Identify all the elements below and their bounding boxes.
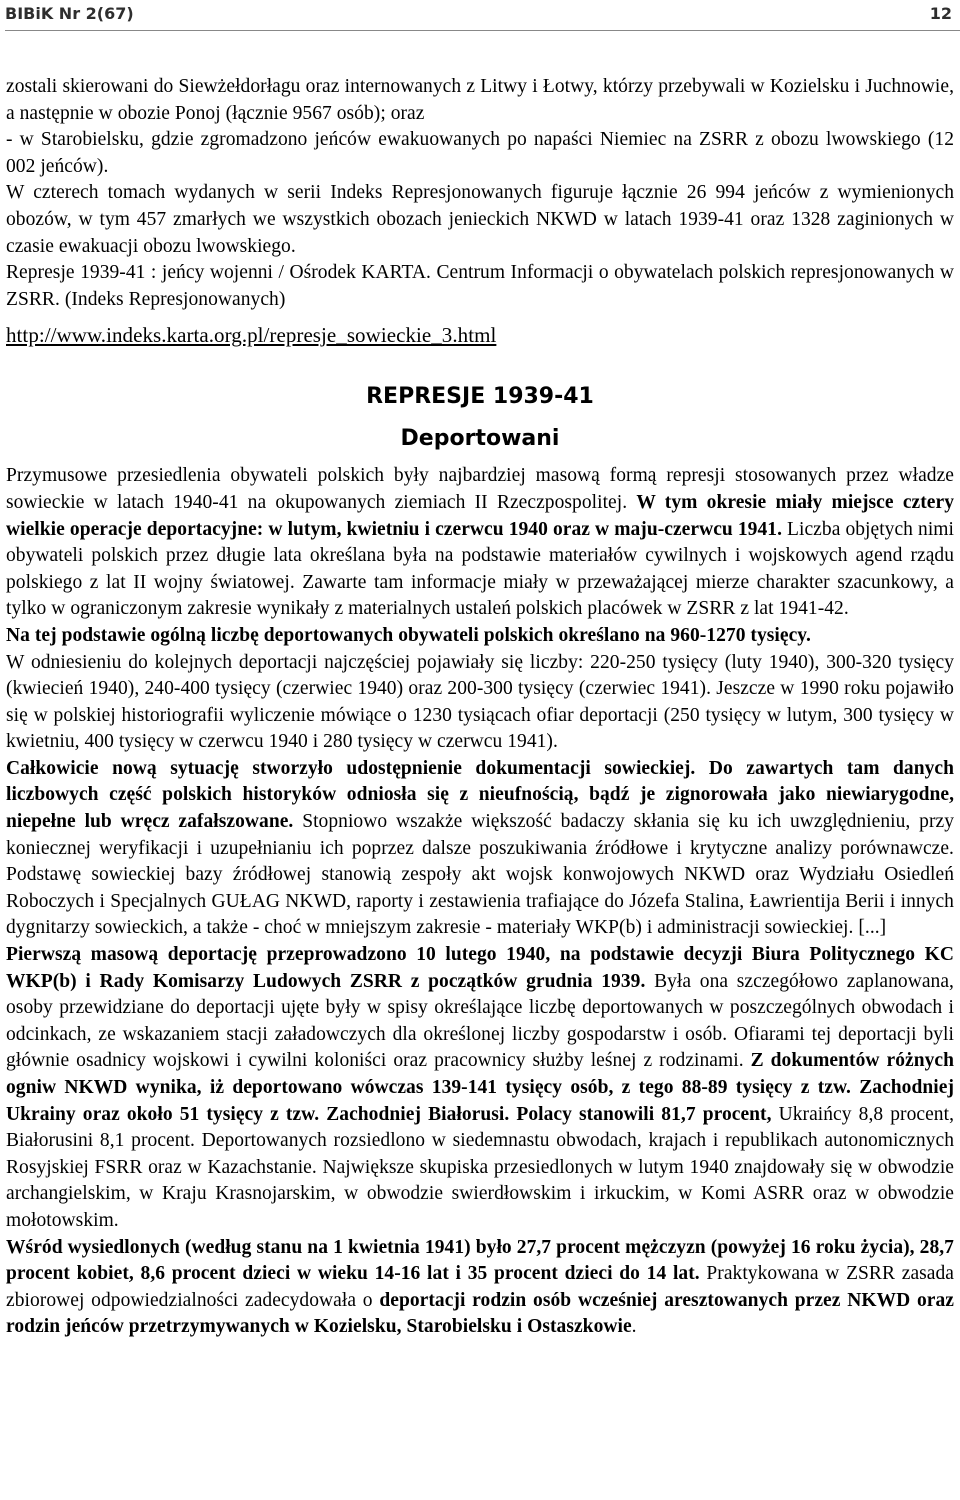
paragraph: W czterech tomach wydanych w serii Indeks Represjonowanych figuruje łącznie 26 994 jeńców z wymienionych obozów, w tym 457 zmarłych we wszystkich obozach jenieckich NKWD w latach 1939-41 oraz 1328 zaginionych w czasie ewakuacji obozu lwowskiego. <box>6 182 954 257</box>
paragraph: W odniesieniu do kolejnych deportacji najczęściej pojawiały się liczby: 220-250 tysięcy (luty 1940), 300-320 tysięcy (kwiecień 1940), 240-400 tysięcy (czerwiec 1940) oraz 200-300 tysięcy (czerwiec 1941). Jeszcze w 1990 roku pojawiło się w polskiej historiografii wyliczenie mówiące o 1230 tysiącach ofiar deportacji (250 tysięcy w lutym, 300 tysięcy w kwietniu, 400 tysięcy w czerwcu 1940 i 280 tysięcy w czerwcu 1941). <box>6 651 954 753</box>
paragraph: - w Starobielsku, gdzie zgromadzono jeńców ewakuowanych po napaści Niemiec na ZSRR z obozu lwowskiego (12 002 jeńców). <box>6 129 954 177</box>
text-run: Stopniowo wszakże większość badaczy skłania się ku ich uwzględnieniu, przy koniecznej weryfikacji i uzupełnianiu ich poprzez dalsze poszukiwania źródłowe i krytyczne analizy porównawcze. Podstawę sowieckiej bazy źródłowej stanowią zespoły akt wojsk konwojowych NKWD oraz Wydziału Osiedleń Roboczych i Specjalnych GUŁAG NKWD, raporty i zestawienia trafiające do Józefa Stalina, Ławrientija Berii i innych dygnitarzy sowieckich, a także - choć w mniejszym zakresie - materiały WKP(b) i administracji sowieckiej. [...] <box>6 811 955 939</box>
bold-text-run: W tym okresie miały miejsce cztery wielkie operacje deportacyjne: w lutym, kwietniu i czerwcu 1940 oraz w maju-czerwcu 1941. <box>6 491 954 540</box>
paragraph <box>6 623 954 650</box>
page-number: 12 <box>929 4 952 23</box>
document-body <box>6 74 954 1341</box>
bold-text-run: Na tej podstawie ogólną liczbę deportowanych obywateli polskich określano na 960-1270 tysięcy. <box>6 624 811 646</box>
citation: Represje 1939-41 : jeńcy wojenni / Ośrodek KARTA. Centrum Informacji o obywatelach polskich represjonowanych w ZSRR. (Indeks Represjonowanych) <box>6 262 954 310</box>
paragraph <box>6 756 954 942</box>
source-link[interactable]: http://www.indeks.karta.org.pl/represje_sowieckie_3.html <box>6 323 497 348</box>
bold-text-run: Pierwszą masową deportację przeprowadzono 10 lutego 1940, na podstawie decyzji Biura Politycznego KC WKP(b) i Rady Komisarzy Ludowych ZSRR z początków grudnia 1939. <box>6 944 954 992</box>
paragraph <box>6 942 954 1235</box>
header-divider <box>5 30 960 31</box>
bold-text-run: deportacji rodzin osób wcześniej aresztowanych przez NKWD oraz rodzin jeńców przetrzymywanych w Kozielsku, Starobielsku i Ostaszkowie <box>6 1289 955 1338</box>
paragraph <box>6 463 954 623</box>
text-run: Praktykowana w ZSRR zasada zbiorowej odpowiedzialności zadecydowała o <box>6 1263 954 1311</box>
section-subheading: Deportowani <box>400 426 560 452</box>
section-heading: REPRESJE 1939-41 <box>366 384 594 410</box>
bold-text-run: Całkowicie nową sytuację stworzyło udostępnienie dokumentacji sowieckiej. Do zawartych tam danych liczbowych część polskich historyków odniosła się z nieufnością, bądź je zignorowała jako niewiarygodne, niepełne lub wręcz zafałszowane. <box>6 757 954 833</box>
bold-text-run: Z dokumentów różnych ogniw NKWD wynika, iż deportowano wówczas 139-141 tysięcy osób, z tego 88-89 tysięcy z tzw. Zachodniej Ukrainy oraz około 51 tysięcy z tzw. Zachodniej Białorusi. Polacy stanowili 81,7 procent, <box>6 1050 955 1125</box>
journal-title: BIBiK Nr 2(67) <box>5 4 134 23</box>
text-run: Ukraińcy 8,8 procent, Białorusini 8,1 procent. Deportowanych rozsiedlono w siedemnastu obwodach, krajach i republikach autonomicznych Rosyjskiej FSRR oraz w Kazachstanie. Największe skupiska przesiedlonych w lutym 1940 znajdowały się w obwodzie archangielskim, w Kraju Krasnojarskim, w obwodzie swierdłowskim i irkuckim, w Komi ASRR oraz w obwodzie mołotowskim. <box>6 1103 954 1231</box>
paragraph <box>6 1235 954 1341</box>
text-run: . <box>631 1316 637 1338</box>
bold-text-run: Wśród wysiedlonych (według stanu na 1 kwietnia 1941) było 27,7 procent mężczyzn (powyżej 16 roku życia), 28,7 procent kobiet, 8,6 procent dzieci w wieku 14-16 lat i 35 procent dzieci do 14 lat. <box>6 1236 954 1285</box>
paragraph: zostali skierowani do Siewżełdorłagu oraz internowanych z Litwy i Łotwy, którzy przebywali w Kozielsku i Juchnowie, a następnie w obozie Ponoj (łącznie 9567 osób); oraz <box>6 76 954 124</box>
text-run: Liczba objętych nimi obywateli polskich przez długie lata określana była na podstawie materiałów cywilnych i wojskowych agend rządu polskiego z lat II wojny światowej. Zawarte tam informacje miały w przeważającej mierze charakter szacunkowy, a tylko w ograniczonym zakresie wynikały z materialnych ustaleń polskich placówek w ZSRR z lat 1941-42. <box>6 518 954 620</box>
page-header <box>0 0 960 32</box>
text-run: Była ona szczegółowo zaplanowana, osoby przewidziane do deportacji ujęte były w spisy określające liczbę deportowanych w poszczególnych obwodach i odcinkach, ze wskazaniem stacji załadowczych dla określonej liczby gospodarstw i osób. Ofiarami tej deportacji byli głównie osadnicy wojskowi i cywilni koloniści oraz pracownicy służby leśnej z rodzinami. <box>6 970 954 1072</box>
text-run: Przymusowe przesiedlenia obywateli polskich były najbardziej masową formą represji stosowanych przez władze sowieckie w latach 1940-41 na okupowanych ziemiach II Rzeczpospolitej. <box>6 465 954 513</box>
